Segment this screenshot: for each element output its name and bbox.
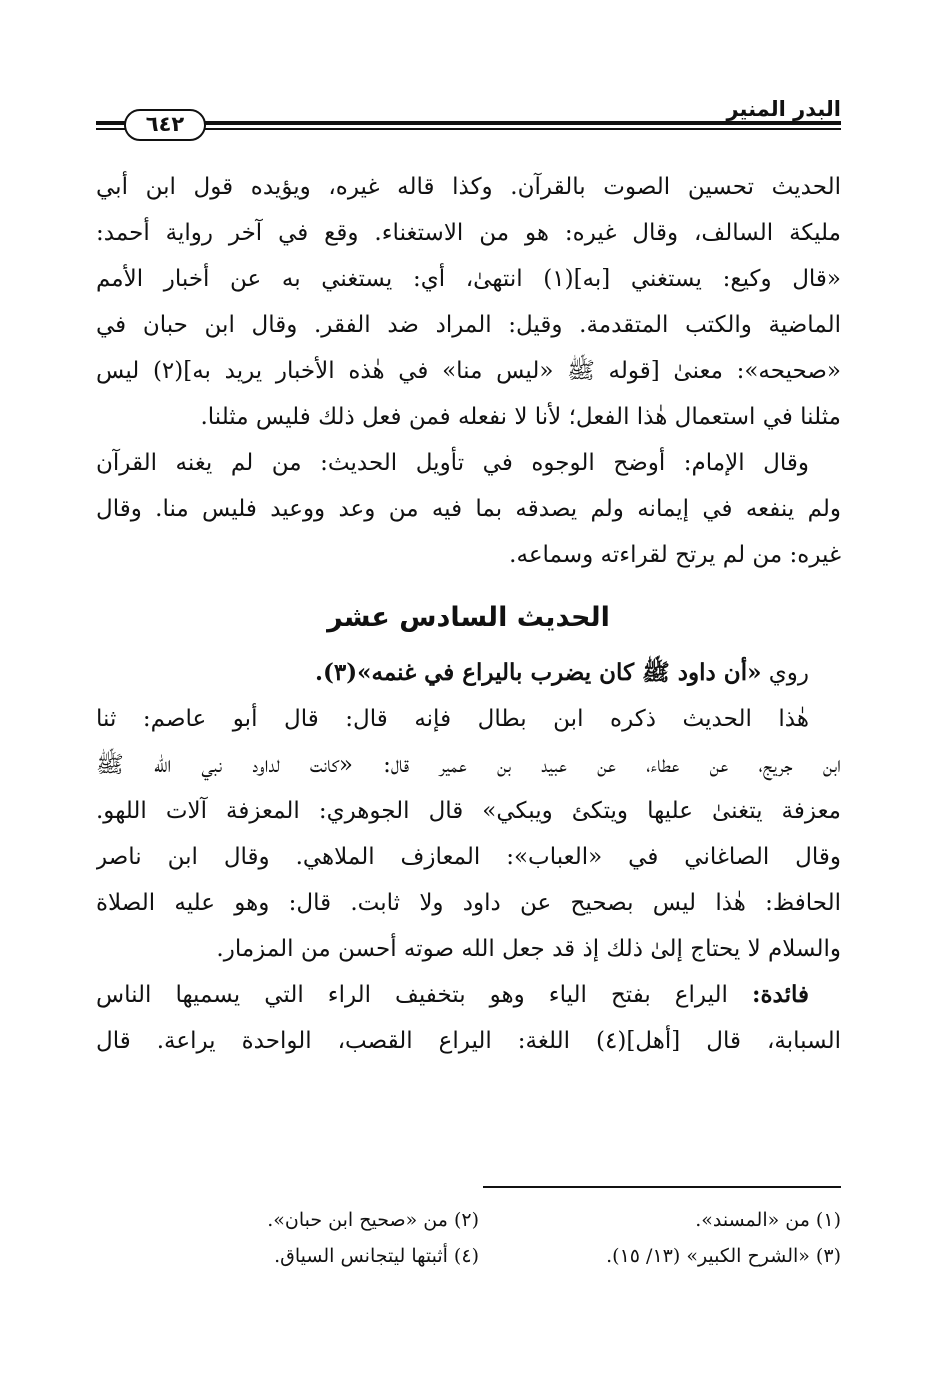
footnote-2: (٢) من «صحيح ابن حبان». (267, 1209, 479, 1231)
text-line: والسلام لا يحتاج إلىٰ ذلك إذ قد جعل الله صوته أحسن من المزمار. (216, 936, 841, 962)
text-line: هٰذا الحديث ذكره ابن بطال فإنه قال: قال أبو عاصم: ثنا (96, 706, 809, 732)
text-line: وقال الصاغاني في «العباب»: المعازف الملاهي. وقال ابن ناصر (96, 844, 841, 870)
footnotes (96, 1202, 841, 1274)
running-title: البدر المنير (726, 97, 841, 121)
running-header (96, 96, 841, 146)
section-heading: الحديث السادس عشر (327, 602, 610, 633)
text-line: غيره: من لم يرتح لقراءته وسماعه. (509, 542, 841, 568)
paragraph-4 (96, 972, 841, 1064)
text-line (96, 972, 841, 1018)
text-line: الحديث تحسين الصوت بالقرآن. وكذا قاله غيره، ويؤيده قول ابن أبي (96, 174, 841, 200)
text-line: مليكة السالف، وقال غيره: هو من الاستغناء. وقع في آخر رواية أحمد: (96, 220, 841, 246)
header-rule-right (96, 121, 841, 125)
text-line: مثلنا في استعمال هٰذا الفعل؛ لأنا لا نفعله فمن فعل ذلك فليس مثلنا. (200, 404, 841, 430)
text-line: الماضية والكتب المتقدمة. وقيل: المراد ضد الفقر. وقال ابن حبان في (96, 312, 841, 338)
hadith-text: «أن داود ﷺ كان يضرب باليراع في غنمه»(٣). (315, 659, 762, 686)
paragraph-3 (96, 696, 841, 972)
text-line: وقال الإمام: أوضح الوجوه في تأويل الحديث: من لم يغنه القرآن (96, 450, 809, 476)
main-text (96, 164, 841, 1064)
paragraph-1 (96, 164, 841, 440)
footnote-4: (٤) أثبتها ليتجانس السياق. (274, 1245, 479, 1267)
text-line: الحافظ: هٰذا ليس بصحيح عن داود ولا ثابت. قال: وهو عليه الصلاة (96, 890, 841, 916)
text-line: معزفة يتغنىٰ عليها ويتكئ ويبكي» قال الجوهري: المعزفة آلات اللهو. (96, 798, 841, 824)
hadith-prefix: روي (761, 660, 809, 686)
footnote-1: (١) من «المسند». (695, 1209, 841, 1231)
fayda-label: فائدة: (751, 981, 809, 1008)
text-line: «صحيحه»: معنىٰ [قوله ﷺ «ليس منا» في هٰذه الأخبار يريد به](٢) ليس (96, 358, 841, 384)
footnote-row (96, 1238, 841, 1274)
fayda-text: اليراع بفتح الياء وهو بتخفيف الراء التي يسميها الناس (96, 982, 752, 1008)
text-line: «قال وكيع: يستغني [به](١) انتهىٰ، أي: يستغني به عن أخبار الأمم (96, 266, 841, 292)
text-line: ولم ينفعه في إيمانه ولم يصدقه بما فيه من وعد ووعيد فليس منا. وقال (96, 496, 841, 522)
header-rule-right-thin (96, 128, 841, 130)
footnote-row (96, 1202, 841, 1238)
footnote-separator (483, 1186, 841, 1188)
page-number: ٦٤٢ (124, 109, 206, 141)
hadith-line (96, 650, 841, 696)
text-line: ابن جريج، عن عطاء، عن عبيد بن عمير قال: «كانت لداود نبي الله ﷺ (96, 752, 841, 778)
text-line: السبابة، قال [أهل](٤) اللغة: اليراع القصب، الواحدة يراعة. قال (96, 1028, 841, 1054)
paragraph-2 (96, 440, 841, 578)
footnote-3: (٣) «الشرح الكبير» (١٣/ ١٥). (606, 1245, 841, 1267)
